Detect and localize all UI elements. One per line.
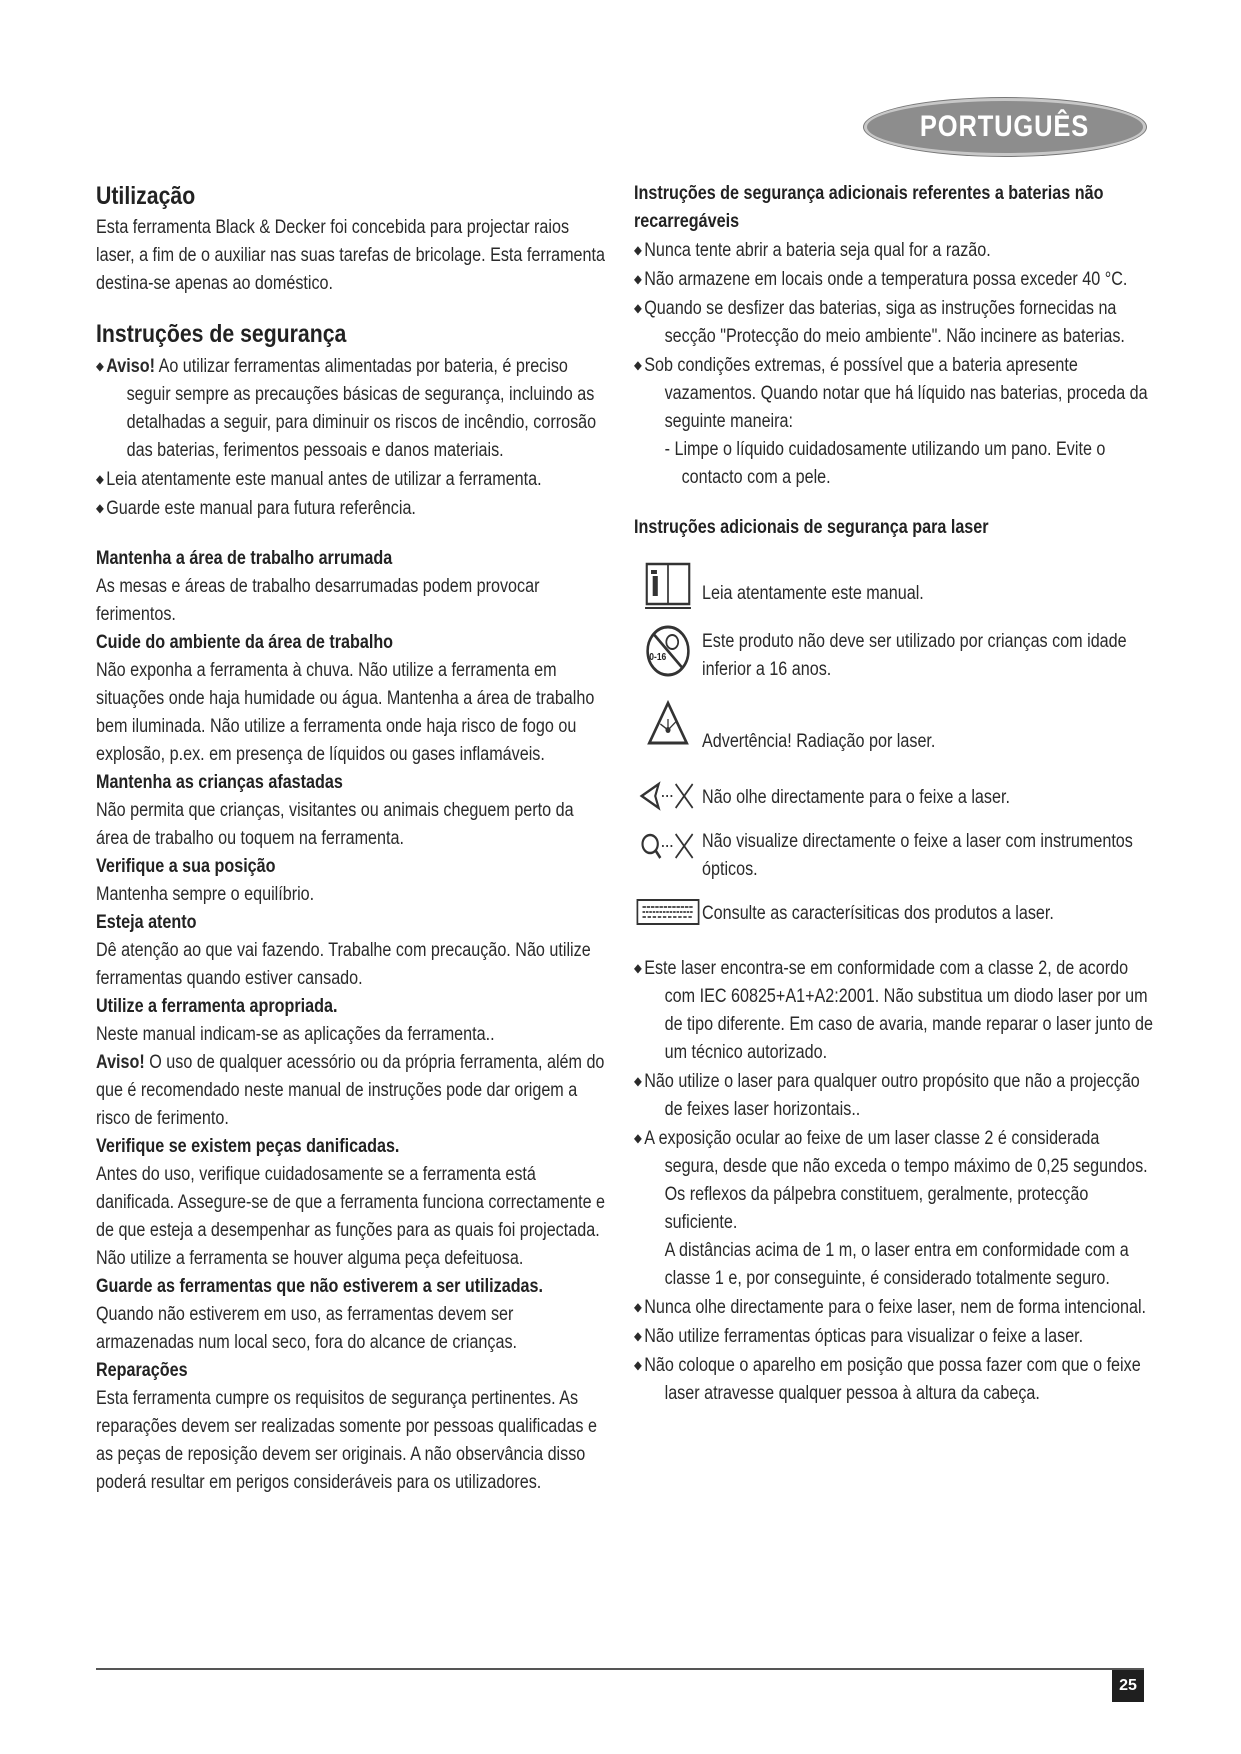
battery-bullet bbox=[634, 236, 1156, 265]
icon-row-manual bbox=[634, 562, 1156, 624]
section-text: Dê atenção ao que vai fazendo. Trabalhe com precaução. Não utilize ferramentas quando estiver cansado. bbox=[96, 940, 591, 989]
left-column bbox=[96, 180, 606, 1497]
bullet-icon: ◆ bbox=[634, 272, 642, 286]
section-title: Mantenha a área de trabalho arrumada bbox=[96, 548, 393, 569]
section-text: As mesas e áreas de trabalho desarrumadas podem provocar ferimentos. bbox=[96, 576, 540, 625]
no-children-icon bbox=[634, 624, 702, 678]
bullet-icon: ◆ bbox=[634, 243, 642, 257]
icon-row-optics bbox=[634, 828, 1156, 892]
utilizacao-heading: Utilização bbox=[96, 182, 196, 210]
battery-bullet-text: Sob condições extremas, é possível que a bateria apresente vazamentos. Quando notar que há líquido nas baterias, proceda da seguinte maneira: bbox=[644, 355, 1148, 432]
language-badge bbox=[864, 98, 1146, 156]
laser-bullet-text: Não coloque o aparelho em posição que possa fazer com que o feixe laser atravesse qualquer pessoa à altura da cabeça. bbox=[644, 1355, 1141, 1404]
laser-bullet bbox=[634, 1293, 1156, 1322]
age-label: 0-16 bbox=[649, 651, 667, 663]
section-title: Guarde as ferramentas que não estiverem a ser utilizadas. bbox=[96, 1276, 544, 1297]
section-text: Esta ferramenta cumpre os requisitos de segurança pertinentes. As reparações devem ser realizadas somente por pessoas qualificadas e as peças de reposição devem ser originais. A não observância disso poderá resultar em perigos consideráveis para os utilizadores. bbox=[96, 1388, 597, 1493]
no-stare-icon bbox=[634, 776, 702, 816]
icon-text: Leia atentamente este manual. bbox=[702, 583, 924, 604]
bullet-icon: ◆ bbox=[634, 301, 642, 315]
bullet-icon: ◆ bbox=[96, 472, 104, 486]
laser-label-icon bbox=[634, 898, 702, 926]
aviso-text: O uso de qualquer acessório ou da própria ferramenta, além do que é recomendado neste manual de instruções pode dar origem a risco de ferimento. bbox=[96, 1052, 605, 1129]
battery-bullet bbox=[634, 351, 1156, 436]
bullet-icon: ◆ bbox=[634, 1358, 642, 1372]
bullet-icon: ◆ bbox=[634, 1329, 642, 1343]
seguranca-heading: Instruções de segurança bbox=[96, 320, 347, 348]
icon-text: Não olhe directamente para o feixe a laser. bbox=[702, 787, 1010, 808]
bullet-icon: ◆ bbox=[96, 501, 104, 515]
guarde-bullet bbox=[96, 494, 608, 523]
battery-bullet-text: Não armazene em locais onde a temperatura possa exceder 40 °C. bbox=[644, 269, 1128, 290]
read-manual-icon bbox=[634, 562, 702, 612]
guarde-text: Guarde este manual para futura referência. bbox=[106, 498, 416, 519]
laser-bullet-text: A exposição ocular ao feixe de um laser classe 2 é considerada segura, desde que não exceda o tempo máximo de 0,25 segundos. Os reflexos da pálpebra constituem, geralmente, protecção suficiente. bbox=[644, 1128, 1148, 1233]
laser-bullet bbox=[634, 954, 1156, 1067]
section-text: Não permita que crianças, visitantes ou animais cheguem perto da área de trabalho ou toquem na ferramenta. bbox=[96, 800, 574, 849]
icon-text: Não visualize directamente o feixe a laser com instrumentos ópticos. bbox=[702, 831, 1133, 880]
section-title: Verifique a sua posição bbox=[96, 856, 276, 877]
bullet-icon: ◆ bbox=[634, 1131, 642, 1145]
section-title: Verifique se existem peças danificadas. bbox=[96, 1136, 400, 1157]
aviso-label: Aviso! bbox=[106, 356, 155, 377]
footer-rule bbox=[96, 1668, 1144, 1670]
section-text: Antes do uso, verifique cuidadosamente se a ferramenta está danificada. Assegure-se de que a ferramenta funciona correctamente e de que esteja a desempenhar as funções para as quais foi projectada. Não utilize a ferramenta se houver alguma peça defeituosa. bbox=[96, 1164, 606, 1269]
icon-text: Este produto não deve ser utilizado por crianças com idade inferior a 16 anos. bbox=[702, 631, 1127, 680]
battery-sub-item: - Limpe o líquido cuidadosamente utilizando um pano. Evite o contacto com a pele. bbox=[664, 439, 1106, 488]
page-number: 25 bbox=[1112, 1670, 1144, 1702]
language-label: PORTUGUÊS bbox=[920, 110, 1090, 143]
laser-bullet-text: Não utilize ferramentas ópticas para visualizar o feixe a laser. bbox=[644, 1326, 1084, 1347]
no-optical-icon bbox=[634, 828, 702, 868]
laser-bullet-continuation: A distâncias acima de 1 m, o laser entra em conformidade com a classe 1 e, por conseguinte, é considerado totalmente seguro. bbox=[664, 1240, 1129, 1289]
battery-bullet-text: Nunca tente abrir a bateria seja qual for a razão. bbox=[644, 240, 991, 261]
leia-bullet bbox=[96, 465, 608, 494]
battery-bullet-text: Quando se desfizer das baterias, siga as instruções fornecidas na secção "Protecção do meio ambiente". Não incinere as baterias. bbox=[644, 298, 1125, 347]
icon-row-eye bbox=[634, 776, 1156, 828]
section-title: Esteja atento bbox=[96, 912, 197, 933]
laser-heading: Instruções adicionais de segurança para laser bbox=[634, 517, 989, 538]
section-text: Não exponha a ferramenta à chuva. Não utilize a ferramenta em situações onde haja humidade ou água. Mantenha a área de trabalho bem iluminada. Não utilize a ferramenta onde haja risco de fogo ou explosão, p.ex. em presença de líquidos ou gases inflamáveis. bbox=[96, 660, 595, 765]
section-title: Cuide do ambiente da área de trabalho bbox=[96, 632, 394, 653]
laser-warning-icon bbox=[634, 700, 702, 746]
laser-bullet bbox=[634, 1322, 1156, 1351]
laser-bullet-text: Nunca olhe directamente para o feixe laser, nem de forma intencional. bbox=[644, 1297, 1147, 1318]
laser-bullet-text: Este laser encontra-se em conformidade com a classe 2, de acordo com IEC 60825+A1+A2:2001. Não substitua um diodo laser por um de tipo diferente. Em caso de avaria, mande reparar o laser junto de um técnico autorizado. bbox=[644, 958, 1153, 1063]
aviso-label: Aviso! bbox=[96, 1052, 145, 1073]
utilizacao-text: Esta ferramenta Black & Decker foi concebida para projectar raios laser, a fim de o auxiliar nas suas tarefas de bricolage. Esta ferramenta destina-se apenas ao doméstico. bbox=[96, 217, 605, 294]
bullet-icon: ◆ bbox=[634, 961, 642, 975]
laser-bullet bbox=[634, 1351, 1156, 1408]
icon-text: Consulte as caracterísiticas dos produtos a laser. bbox=[702, 903, 1054, 924]
aviso-bullet bbox=[96, 352, 608, 465]
icon-row-label bbox=[634, 898, 1156, 954]
section-warning bbox=[96, 1049, 608, 1133]
section-title: Reparações bbox=[96, 1360, 188, 1381]
icon-row-radiation bbox=[634, 700, 1156, 776]
laser-bullet bbox=[634, 1124, 1156, 1237]
section-title: Utilize a ferramenta apropriada. bbox=[96, 996, 338, 1017]
section-text: Quando não estiverem em uso, as ferramentas devem ser armazenadas num local seco, fora do alcance de crianças. bbox=[96, 1304, 518, 1353]
bullet-icon: ◆ bbox=[634, 1300, 642, 1314]
battery-bullet bbox=[634, 294, 1156, 351]
section-title: Mantenha as crianças afastadas bbox=[96, 772, 343, 793]
section-text: Mantenha sempre o equilíbrio. bbox=[96, 884, 315, 905]
laser-bullet bbox=[634, 1067, 1156, 1124]
laser-bullet-text: Não utilize o laser para qualquer outro propósito que não a projecção de feixes laser horizontais.. bbox=[644, 1071, 1140, 1120]
aviso-text: Ao utilizar ferramentas alimentadas por bateria, é preciso seguir sempre as precauções básicas de segurança, incluindo as detalhadas a seguir, para diminuir os riscos de incêndio, corrosão das baterias, ferimentos pessoais e danos materiais. bbox=[126, 356, 597, 461]
bullet-icon: ◆ bbox=[634, 1074, 642, 1088]
battery-bullet bbox=[634, 265, 1156, 294]
icon-text: Advertência! Radiação por laser. bbox=[702, 731, 936, 752]
battery-heading: Instruções de segurança adicionais referentes a baterias não recarregáveis bbox=[634, 183, 1104, 232]
bullet-icon: ◆ bbox=[96, 359, 104, 373]
right-column bbox=[634, 180, 1154, 1408]
leia-text: Leia atentamente este manual antes de utilizar a ferramenta. bbox=[106, 469, 542, 490]
icon-row-children bbox=[634, 624, 1156, 700]
section-text: Neste manual indicam-se as aplicações da ferramenta.. bbox=[96, 1024, 495, 1045]
bullet-icon: ◆ bbox=[634, 358, 642, 372]
